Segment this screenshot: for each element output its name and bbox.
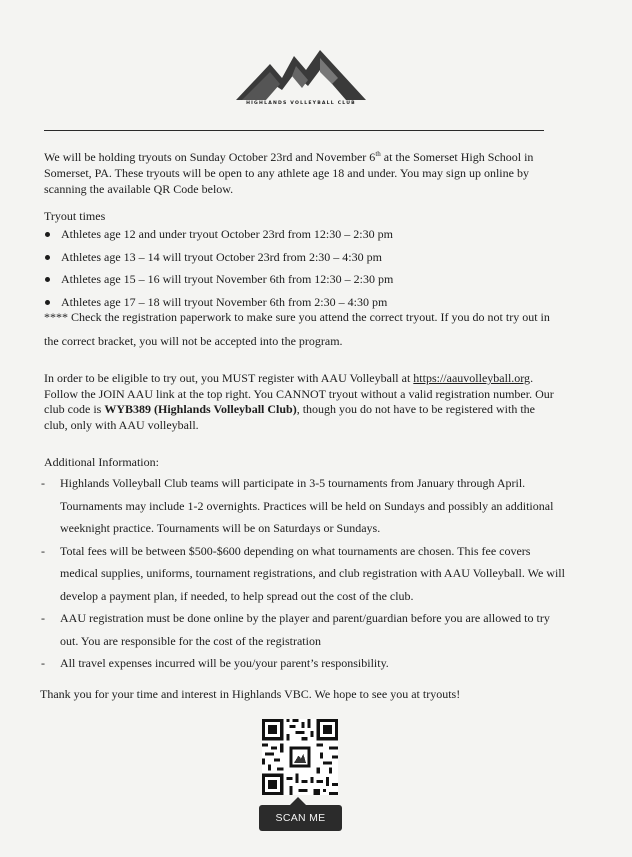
qr-code[interactable] xyxy=(262,719,338,795)
mountain-logo-icon xyxy=(236,44,366,100)
dash-icon: - xyxy=(41,543,45,558)
additional-info-list xyxy=(40,472,570,675)
intro-paragraph: We will be holding tryouts on Sunday October 23rd and November 6th at the Somerset High School in Somerset, PA. These tryouts will be open to any athlete age 18 and under. You may sign up online by scanning the available QR Code below. xyxy=(44,150,534,196)
bullet-icon xyxy=(45,277,50,282)
list-item: Athletes age 12 and under tryout October 23rd from 12:30 – 2:30 pm xyxy=(44,226,564,249)
additional-info-heading: Additional Information: xyxy=(44,455,159,469)
club-code: WYB389 (Highlands Volleyball Club) xyxy=(104,402,297,416)
bracket-note: **** Check the registration paperwork to make sure you attend the correct tryout. If you do not try out in the correct bracket, you will not be accepted into the program. xyxy=(44,310,550,348)
qr-code-icon xyxy=(262,719,338,795)
list-item: - Highlands Volleyball Club teams will participate in 3-5 tournaments from January through April. Tournaments may include 1-2 overnights. Practices will be held on Sundays and possibly an additional weeknight practice. Tournaments will be on Saturdays or Sundays. xyxy=(40,472,570,540)
scan-me-badge: SCAN ME xyxy=(259,805,342,831)
bullet-icon xyxy=(45,255,50,260)
aau-link[interactable]: https://aauvolleyball.org xyxy=(413,371,531,385)
header-divider xyxy=(44,130,544,131)
tryout-times-list xyxy=(44,226,564,316)
dash-icon: - xyxy=(41,611,45,625)
list-item: - All travel expenses incurred will be you/your parent’s responsibility. xyxy=(40,652,570,675)
dash-icon: - xyxy=(41,476,45,490)
bullet-icon xyxy=(45,232,50,237)
scan-me-pointer xyxy=(290,797,306,805)
list-item: - Total fees will be between $500-$600 depending on what tournaments are chosen. This fee covers medical supplies, uniforms, tournament registrations, and club registration with AAU Volleyball. We will develop a payment plan, if needed, to help spread out the cost of the club. xyxy=(40,540,570,608)
tryout-times-heading: Tryout times xyxy=(44,209,106,223)
list-item: Athletes age 13 – 14 will tryout October 23rd from 2:30 – 4:30 pm xyxy=(44,249,564,272)
club-logo xyxy=(236,44,366,114)
list-item: - AAU registration must be done online by the player and parent/guardian before you are allowed to try out. You are responsible for the cost of the registration xyxy=(40,607,570,652)
list-item: Athletes age 15 – 16 will tryout November 6th from 12:30 – 2:30 pm xyxy=(44,271,564,294)
club-name-wordmark: HIGHLANDS VOLLEYBALL CLUB xyxy=(246,101,356,106)
dash-icon: - xyxy=(41,656,45,670)
list-item: Athletes age 17 – 18 will tryout November 6th from 2:30 – 4:30 pm xyxy=(44,294,564,317)
aau-registration-paragraph: In order to be eligible to try out, you MUST register with AAU Volleyball at https://aauvolleyball.org. Follow the JOIN AAU link at the top right. You CANNOT tryout without a valid registration number. Our club code is WYB389 (Highlands Volleyball Club), though you do not have to be registered with the club, only with AAU volleyball. xyxy=(44,371,554,432)
closing-message: Thank you for your time and interest in Highlands VBC. We hope to see you at tryouts! xyxy=(40,687,461,701)
bullet-icon xyxy=(45,300,50,305)
